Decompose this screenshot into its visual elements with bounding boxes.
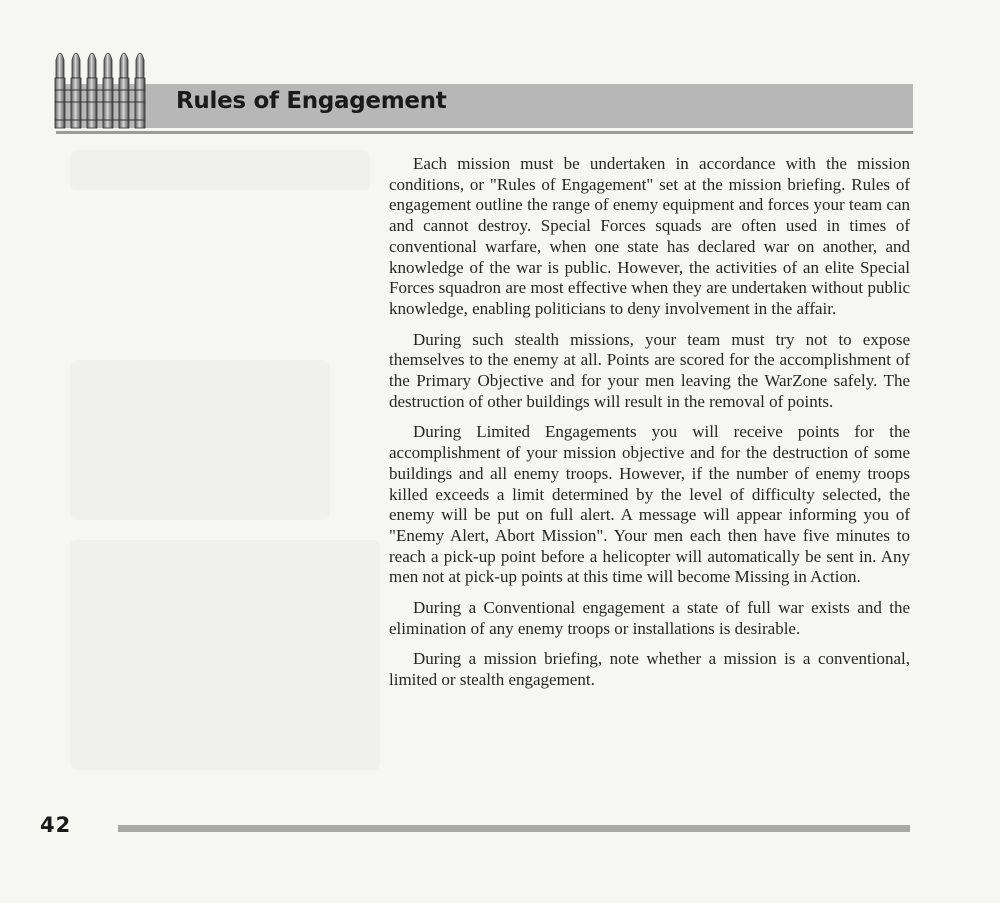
show-through-shadow — [70, 540, 380, 770]
paragraph: During a mission briefing, note whether a mission is a conventional, limited or stealth engagement. — [389, 649, 910, 690]
paragraph: Each mission must be undertaken in accordance with the mission conditions, or "Rules of Engagement" set at the mission briefing. Rules of engagement outline the range of enemy equipment and forces your team can and cannot destroy. Special Forces squads are often used in times of conventional warfare, when one state has declared war on another, and knowledge of the war is public. However, the activities of an elite Special Forces squadron are most effective when they are undertaken without public knowledge, enabling politicians to deny involvement in the affair. — [389, 154, 910, 318]
bullets-icon — [52, 44, 150, 130]
paragraph: During such stealth missions, your team must try not to expose themselves to the enemy at all. Points are scored for the accomplishment of the Primary Objective and for your men leaving the WarZone safely. The destruction of other buildings will result in the removal of points. — [389, 329, 910, 411]
show-through-shadow — [70, 360, 330, 520]
paragraph: During a Conventional engagement a state of full war exists and the elimination of any enemy troops or installations is desirable. — [389, 598, 910, 638]
page-title: Rules of Engagement — [176, 88, 447, 114]
body-text — [389, 154, 910, 701]
header-underline — [56, 131, 913, 134]
page-number: 42 — [40, 813, 72, 837]
show-through-shadow — [70, 150, 370, 190]
footer-rule — [118, 825, 910, 832]
paragraph: During Limited Engagements you will receive points for the accomplishment of your mission objective and for the destruction of some buildings and all enemy troops. However, if the number of enemy troops killed exceeds a limit determined by the level of difficulty selected, the enemy will be put on full alert. A message will appear informing you of "Enemy Alert, Abort Mission". Your men each then have five minutes to reach a pick-up point before a helicopter will automatically be sent in. Any men not at pick-up points at this time will become Missing in Action. — [389, 422, 910, 587]
